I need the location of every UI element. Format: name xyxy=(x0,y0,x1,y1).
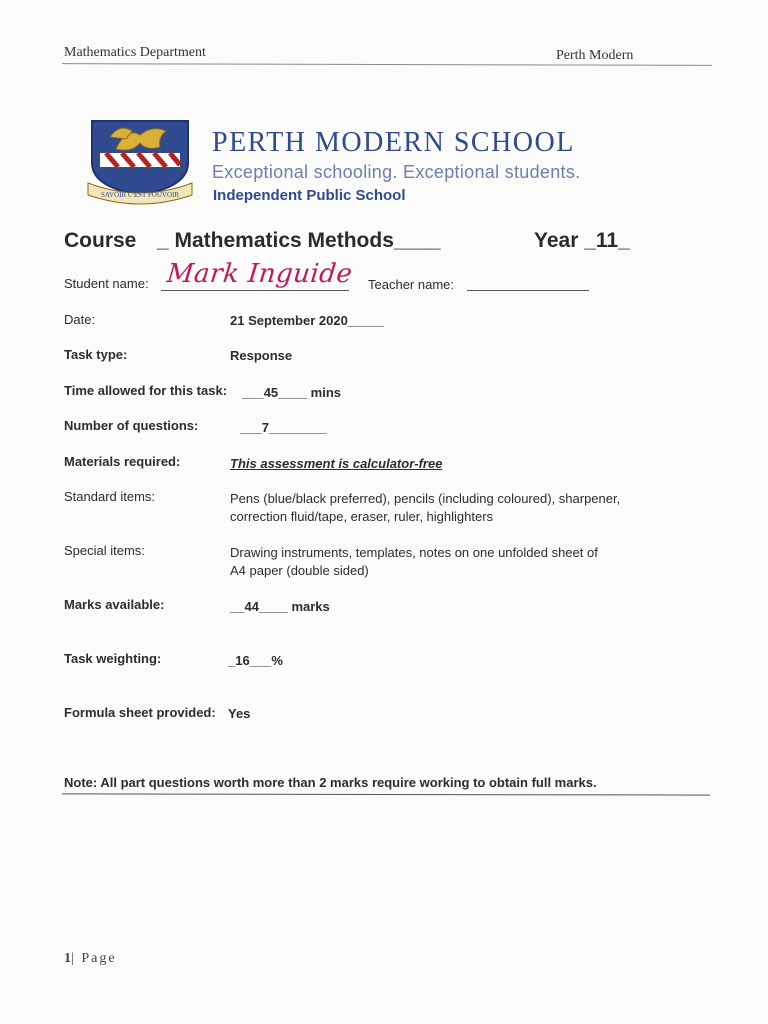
working-note: Note: All part questions worth more than 2 marks require working to obtain full marks. xyxy=(64,775,597,790)
school-tagline: Exceptional schooling. Exceptional students. xyxy=(212,162,581,182)
special-items-line-2: A4 paper (double sided) xyxy=(230,563,369,578)
task-weighting-label: Task weighting: xyxy=(64,651,162,666)
header-school: Perth Modern xyxy=(556,48,634,63)
questions-label: Number of questions: xyxy=(64,418,199,433)
questions-value: ___7________ xyxy=(240,420,327,435)
task-weighting-value: _16___% xyxy=(228,653,283,668)
crest-motto: SAVOIR C'EST POUVOIR xyxy=(100,191,180,199)
page-separator: | xyxy=(71,951,76,966)
special-items-line-1: Drawing instruments, templates, notes on one unfolded sheet of xyxy=(230,545,598,560)
course-value: _ Mathematics Methods____ xyxy=(157,229,441,252)
special-items-label: Special items: xyxy=(64,543,145,558)
time-allowed-label: Time allowed for this task: xyxy=(64,383,228,398)
school-crest-logo xyxy=(86,117,194,207)
time-allowed-value: ___45____ mins xyxy=(242,385,342,400)
teacher-name-line xyxy=(467,290,589,291)
marks-available-value: __44____ marks xyxy=(230,599,330,614)
standard-items-line-1: Pens (blue/black preferred), pencils (including coloured), sharpener, xyxy=(230,491,621,506)
page-number: 1 xyxy=(64,951,71,966)
formula-sheet-label: Formula sheet provided: xyxy=(64,705,216,720)
header-department: Mathematics Department xyxy=(64,45,206,60)
student-name-handwritten: Mark Inguide xyxy=(165,259,354,289)
page-word: Page xyxy=(81,951,117,966)
date-value: 21 September 2020_____ xyxy=(230,313,384,328)
date-label: Date: xyxy=(64,312,96,327)
year-level: Year _11_ xyxy=(534,229,630,252)
teacher-name-label: Teacher name: xyxy=(368,277,454,292)
school-name: PERTH MODERN SCHOOL xyxy=(212,127,575,158)
note-divider xyxy=(62,793,710,795)
materials-label: Materials required: xyxy=(64,454,181,469)
standard-items-line-2: correction fluid/tape, eraser, ruler, highlighters xyxy=(230,509,494,524)
page-footer xyxy=(64,951,117,967)
materials-value: This assessment is calculator-free xyxy=(230,456,443,471)
course-label: Course xyxy=(64,229,137,252)
school-subtitle: Independent Public School xyxy=(213,187,406,204)
formula-sheet-value: Yes xyxy=(228,706,251,721)
task-type-value: Response xyxy=(230,348,293,363)
marks-available-label: Marks available: xyxy=(64,597,165,612)
student-name-label: Student name: xyxy=(64,276,149,291)
standard-items-label: Standard items: xyxy=(64,489,156,504)
student-name-line xyxy=(161,290,349,291)
task-type-label: Task type: xyxy=(64,347,128,362)
